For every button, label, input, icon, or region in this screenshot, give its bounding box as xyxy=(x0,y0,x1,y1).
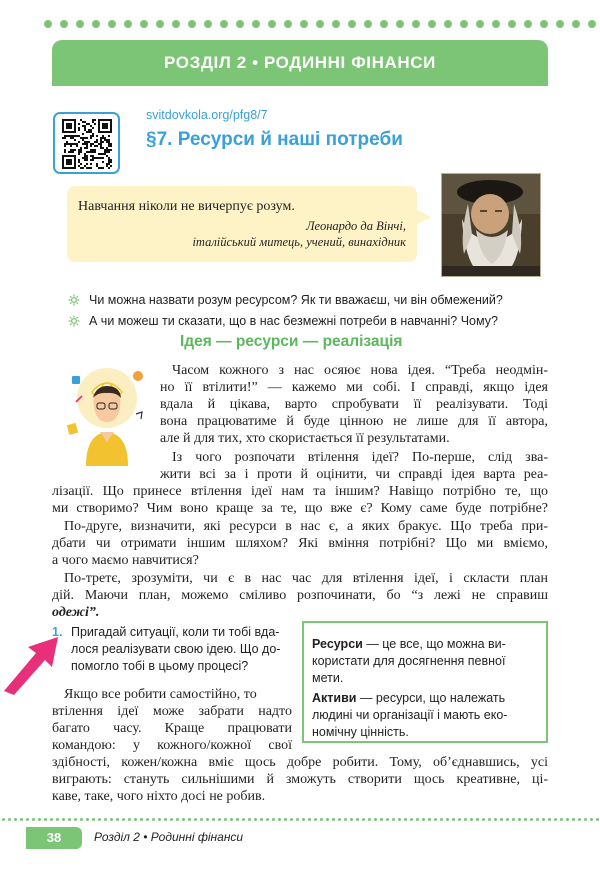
decor-dot xyxy=(458,818,461,821)
decor-dot xyxy=(110,818,113,821)
decor-dot xyxy=(44,20,52,28)
decor-dot xyxy=(554,818,557,821)
decor-dot xyxy=(300,20,308,28)
decor-dot xyxy=(476,20,484,28)
decor-dot xyxy=(56,818,59,821)
decor-dot xyxy=(60,20,68,28)
decor-dot xyxy=(260,818,263,821)
decor-dot xyxy=(236,20,244,28)
decor-dot xyxy=(252,20,260,28)
decor-dot xyxy=(74,818,77,821)
decor-dot xyxy=(588,20,596,28)
decor-dot xyxy=(332,20,340,28)
text-line: втілення ідеї може забрати надто xyxy=(52,704,292,719)
decor-dot xyxy=(194,818,197,821)
decor-dot xyxy=(488,818,491,821)
top-dots-decoration xyxy=(44,20,600,30)
decor-dot xyxy=(440,818,443,821)
decor-dot xyxy=(320,818,323,821)
task-line: лося реалізувати свою ідею. Що до- xyxy=(71,642,281,656)
text-line: По-третє, зрозуміти, чи є в нас час для втілення ідеї, і скласти план xyxy=(64,571,548,586)
text-line: одежі”. xyxy=(52,605,100,620)
decor-dot xyxy=(86,818,89,821)
decor-dot xyxy=(506,818,509,821)
question-2-text: А чи можеш ти сказати, що в нас безмежні потреби в навчанні? Чому? xyxy=(89,314,498,328)
decor-dot xyxy=(32,818,35,821)
decor-dot xyxy=(422,818,425,821)
decor-dot xyxy=(266,818,269,821)
decor-dot xyxy=(80,818,83,821)
sun-bullet-icon xyxy=(68,294,80,306)
decor-dot xyxy=(50,818,53,821)
decor-dot xyxy=(344,818,347,821)
decor-dot xyxy=(560,818,563,821)
decor-dot xyxy=(404,818,407,821)
decor-dot xyxy=(204,20,212,28)
decor-dot xyxy=(76,20,84,28)
decor-dot xyxy=(170,818,173,821)
decor-dot xyxy=(242,818,245,821)
definition-line: користати для досягнення певної xyxy=(312,654,506,668)
decor-dot xyxy=(332,818,335,821)
decor-dot xyxy=(348,20,356,28)
decor-dot xyxy=(548,818,551,821)
text-line: дій. Маючи план, можемо сміливо розпочинати, бо “з лежі не справиш xyxy=(52,588,548,603)
definition-line: мети. xyxy=(312,671,344,685)
decor-dot xyxy=(584,818,587,821)
quote-author xyxy=(120,218,406,250)
decor-dot xyxy=(542,818,545,821)
definition-text: — ресурси, що належать xyxy=(356,691,506,705)
decor-dot xyxy=(316,20,324,28)
decor-dot xyxy=(374,818,377,821)
decor-dot xyxy=(444,20,452,28)
term-assets: Активи xyxy=(312,691,357,705)
decor-dot xyxy=(272,818,275,821)
decor-dot xyxy=(134,818,137,821)
definition-resources xyxy=(312,636,506,652)
decor-dot xyxy=(518,818,521,821)
chapter-header xyxy=(52,40,548,86)
decor-dot xyxy=(446,818,449,821)
leonardo-portrait-image xyxy=(441,173,541,277)
quote-text: Навчання ніколи не вичерпує розум. xyxy=(78,199,295,214)
running-title: Розділ 2 • Родинні фінанси xyxy=(94,830,244,844)
decor-dot xyxy=(536,818,539,821)
quote-author-name: Леонардо да Вінчі, xyxy=(306,219,406,233)
decor-dot xyxy=(572,818,575,821)
decor-dot xyxy=(460,20,468,28)
decor-dot xyxy=(470,818,473,821)
text-line: но її втілити!” — кажемо ми собі. І справді, якщо ідея xyxy=(160,380,548,395)
decor-dot xyxy=(108,20,116,28)
decor-dot xyxy=(124,20,132,28)
portrait-illustration xyxy=(442,174,541,277)
decor-dot xyxy=(482,818,485,821)
decor-dot xyxy=(590,818,593,821)
decor-dot xyxy=(140,20,148,28)
text-line: здібності, кожен/кожна вміє щось добре робити. Тому, об’єднавшись, усі xyxy=(52,755,548,770)
decor-dot xyxy=(284,20,292,28)
decor-dot xyxy=(14,818,17,821)
text-line: командою: у кожного/кожної свої xyxy=(52,738,292,753)
decor-dot xyxy=(92,20,100,28)
decor-dot xyxy=(2,818,5,821)
decor-dot xyxy=(224,818,227,821)
qr-code[interactable] xyxy=(53,112,120,174)
decor-dot xyxy=(206,818,209,821)
decor-dot xyxy=(156,20,164,28)
decor-dot xyxy=(508,20,516,28)
decor-dot xyxy=(212,818,215,821)
text-line: Якщо все робити самостійно, то xyxy=(64,687,257,702)
decor-dot xyxy=(26,818,29,821)
qr-code-icon xyxy=(62,119,112,169)
decor-dot xyxy=(62,818,65,821)
decor-dot xyxy=(172,20,180,28)
decor-dot xyxy=(314,818,317,821)
decor-dot xyxy=(452,818,455,821)
decor-dot xyxy=(350,818,353,821)
decor-dot xyxy=(230,818,233,821)
decor-dot xyxy=(410,818,413,821)
decor-dot xyxy=(524,818,527,821)
decor-dot xyxy=(434,818,437,821)
decor-dot xyxy=(308,818,311,821)
decor-dot xyxy=(20,818,23,821)
text-line: лізації. Що принесе втілення ідеї нам та іншим? Навіщо потрібно те, що xyxy=(52,484,548,499)
decor-dot xyxy=(8,818,11,821)
text-line: але й для тих, хто скористається її результатами. xyxy=(160,431,450,446)
decor-dot xyxy=(380,20,388,28)
decor-dot xyxy=(188,818,191,821)
decor-dot xyxy=(44,818,47,821)
decor-dot xyxy=(140,818,143,821)
text-line: ми створимо? Чим воно краще за те, що вже є? Кому саме буде потрібне? xyxy=(52,501,548,516)
decor-dot xyxy=(566,818,569,821)
decor-dot xyxy=(220,20,228,28)
decor-dot xyxy=(326,818,329,821)
definition-line: номічну цінність. xyxy=(312,725,409,739)
decor-dot xyxy=(200,818,203,821)
text-line: жити всі за і проти й оцінити, чи справді ідея варта реа- xyxy=(160,467,548,482)
text-line: каве, таке, чого ніхто досі не робив. xyxy=(52,789,266,804)
question-1-text: Чи можна назвати розум ресурсом? Як ти вважаєш, чи він обмежений? xyxy=(89,293,503,307)
decor-dot xyxy=(524,20,532,28)
task-number: 1. xyxy=(52,625,63,639)
decor-dot xyxy=(254,818,257,821)
page-number: 38 xyxy=(26,827,82,849)
chapter-title: РОЗДІЛ 2 • РОДИННІ ФІНАНСИ xyxy=(164,53,436,72)
decor-dot xyxy=(368,818,371,821)
decor-dot xyxy=(556,20,564,28)
lesson-url-link[interactable]: svitdovkola.org/pfg8/7 xyxy=(146,108,268,122)
decor-dot xyxy=(578,818,581,821)
decor-dot xyxy=(572,20,580,28)
decor-dot xyxy=(494,818,497,821)
decor-dot xyxy=(248,818,251,821)
definition-text: — це все, що можна ви- xyxy=(362,637,506,651)
text-line: а чого маємо навчитися? xyxy=(52,553,199,568)
decor-dot xyxy=(540,20,548,28)
decor-dot xyxy=(476,818,479,821)
decor-dot xyxy=(380,818,383,821)
decor-dot xyxy=(152,818,155,821)
decor-dot xyxy=(296,818,299,821)
term-resources: Ресурси xyxy=(312,637,363,651)
decor-dot xyxy=(268,20,276,28)
definition-assets xyxy=(312,690,505,706)
text-line: виграють: стануть сильнішими й зможуть створити щось креативне, ці- xyxy=(52,772,548,787)
decor-dot xyxy=(338,818,341,821)
decor-dot xyxy=(362,818,365,821)
decor-dot xyxy=(146,818,149,821)
decor-dot xyxy=(164,818,167,821)
decor-dot xyxy=(392,818,395,821)
definition-line: людині чи організації і мають еко- xyxy=(312,708,508,722)
decor-dot xyxy=(116,818,119,821)
decor-dot xyxy=(158,818,161,821)
decor-dot xyxy=(104,818,107,821)
decor-dot xyxy=(122,818,125,821)
decor-dot xyxy=(492,20,500,28)
text-line: Із чого розпочати втілення ідеї? По-перше, слід зва- xyxy=(172,450,548,465)
decor-dot xyxy=(98,818,101,821)
decor-dot xyxy=(530,818,533,821)
decor-dot xyxy=(236,818,239,821)
decor-dot xyxy=(188,20,196,28)
decor-dot xyxy=(218,818,221,821)
decor-dot xyxy=(68,818,71,821)
decor-dot xyxy=(464,818,467,821)
decor-dot xyxy=(278,818,281,821)
sun-bullet-icon xyxy=(68,315,80,327)
text-line: дбати чи отримати іншим шляхом? Які вміння потрібні? Що ми вміємо, xyxy=(52,536,548,551)
pink-pointer-arrow-icon xyxy=(0,625,80,695)
decor-dot xyxy=(412,20,420,28)
decor-dot xyxy=(176,818,179,821)
decor-dot xyxy=(356,818,359,821)
decor-dot xyxy=(182,818,185,821)
decor-dot xyxy=(500,818,503,821)
decor-dot xyxy=(416,818,419,821)
task-line: помогло тобі в цьому процесі? xyxy=(71,659,249,673)
decor-dot xyxy=(596,818,599,821)
decor-dot xyxy=(92,818,95,821)
decor-dot xyxy=(396,20,404,28)
text-line: По-друге, визначити, які ресурси в нас є, а яких бракує. Що треба при- xyxy=(64,519,548,534)
decor-dot xyxy=(364,20,372,28)
decor-dot xyxy=(284,818,287,821)
decor-dot xyxy=(302,818,305,821)
text-line: Часом кожного з нас осяює нова ідея. “Треба неодмін- xyxy=(172,363,548,378)
decor-dot xyxy=(386,818,389,821)
quote-bubble-tail xyxy=(416,209,431,225)
idea-boy-illustration xyxy=(64,362,150,466)
decor-dot xyxy=(398,818,401,821)
text-line: багато часу. Краще працювати xyxy=(52,721,292,736)
text-line: вдала й цікава, варто спробувати її реалізувати. Тоді xyxy=(160,397,548,412)
decor-dot xyxy=(128,818,131,821)
decor-dot xyxy=(38,818,41,821)
section-title: §7. Ресурси й наші потреби xyxy=(146,129,403,150)
footer-dots-decoration xyxy=(0,818,600,822)
decor-dot xyxy=(428,818,431,821)
subheading: Ідея — ресурси — реалізація xyxy=(180,333,403,350)
decor-dot xyxy=(428,20,436,28)
text-line: вона працюватиме й буде цінною не лише для її автора, xyxy=(160,414,548,429)
decor-dot xyxy=(290,818,293,821)
quote-author-desc: італійський митець, учений, винахідник xyxy=(192,235,406,249)
decor-dot xyxy=(512,818,515,821)
task-line: Пригадай ситуації, коли ти тобі вда- xyxy=(71,625,280,639)
